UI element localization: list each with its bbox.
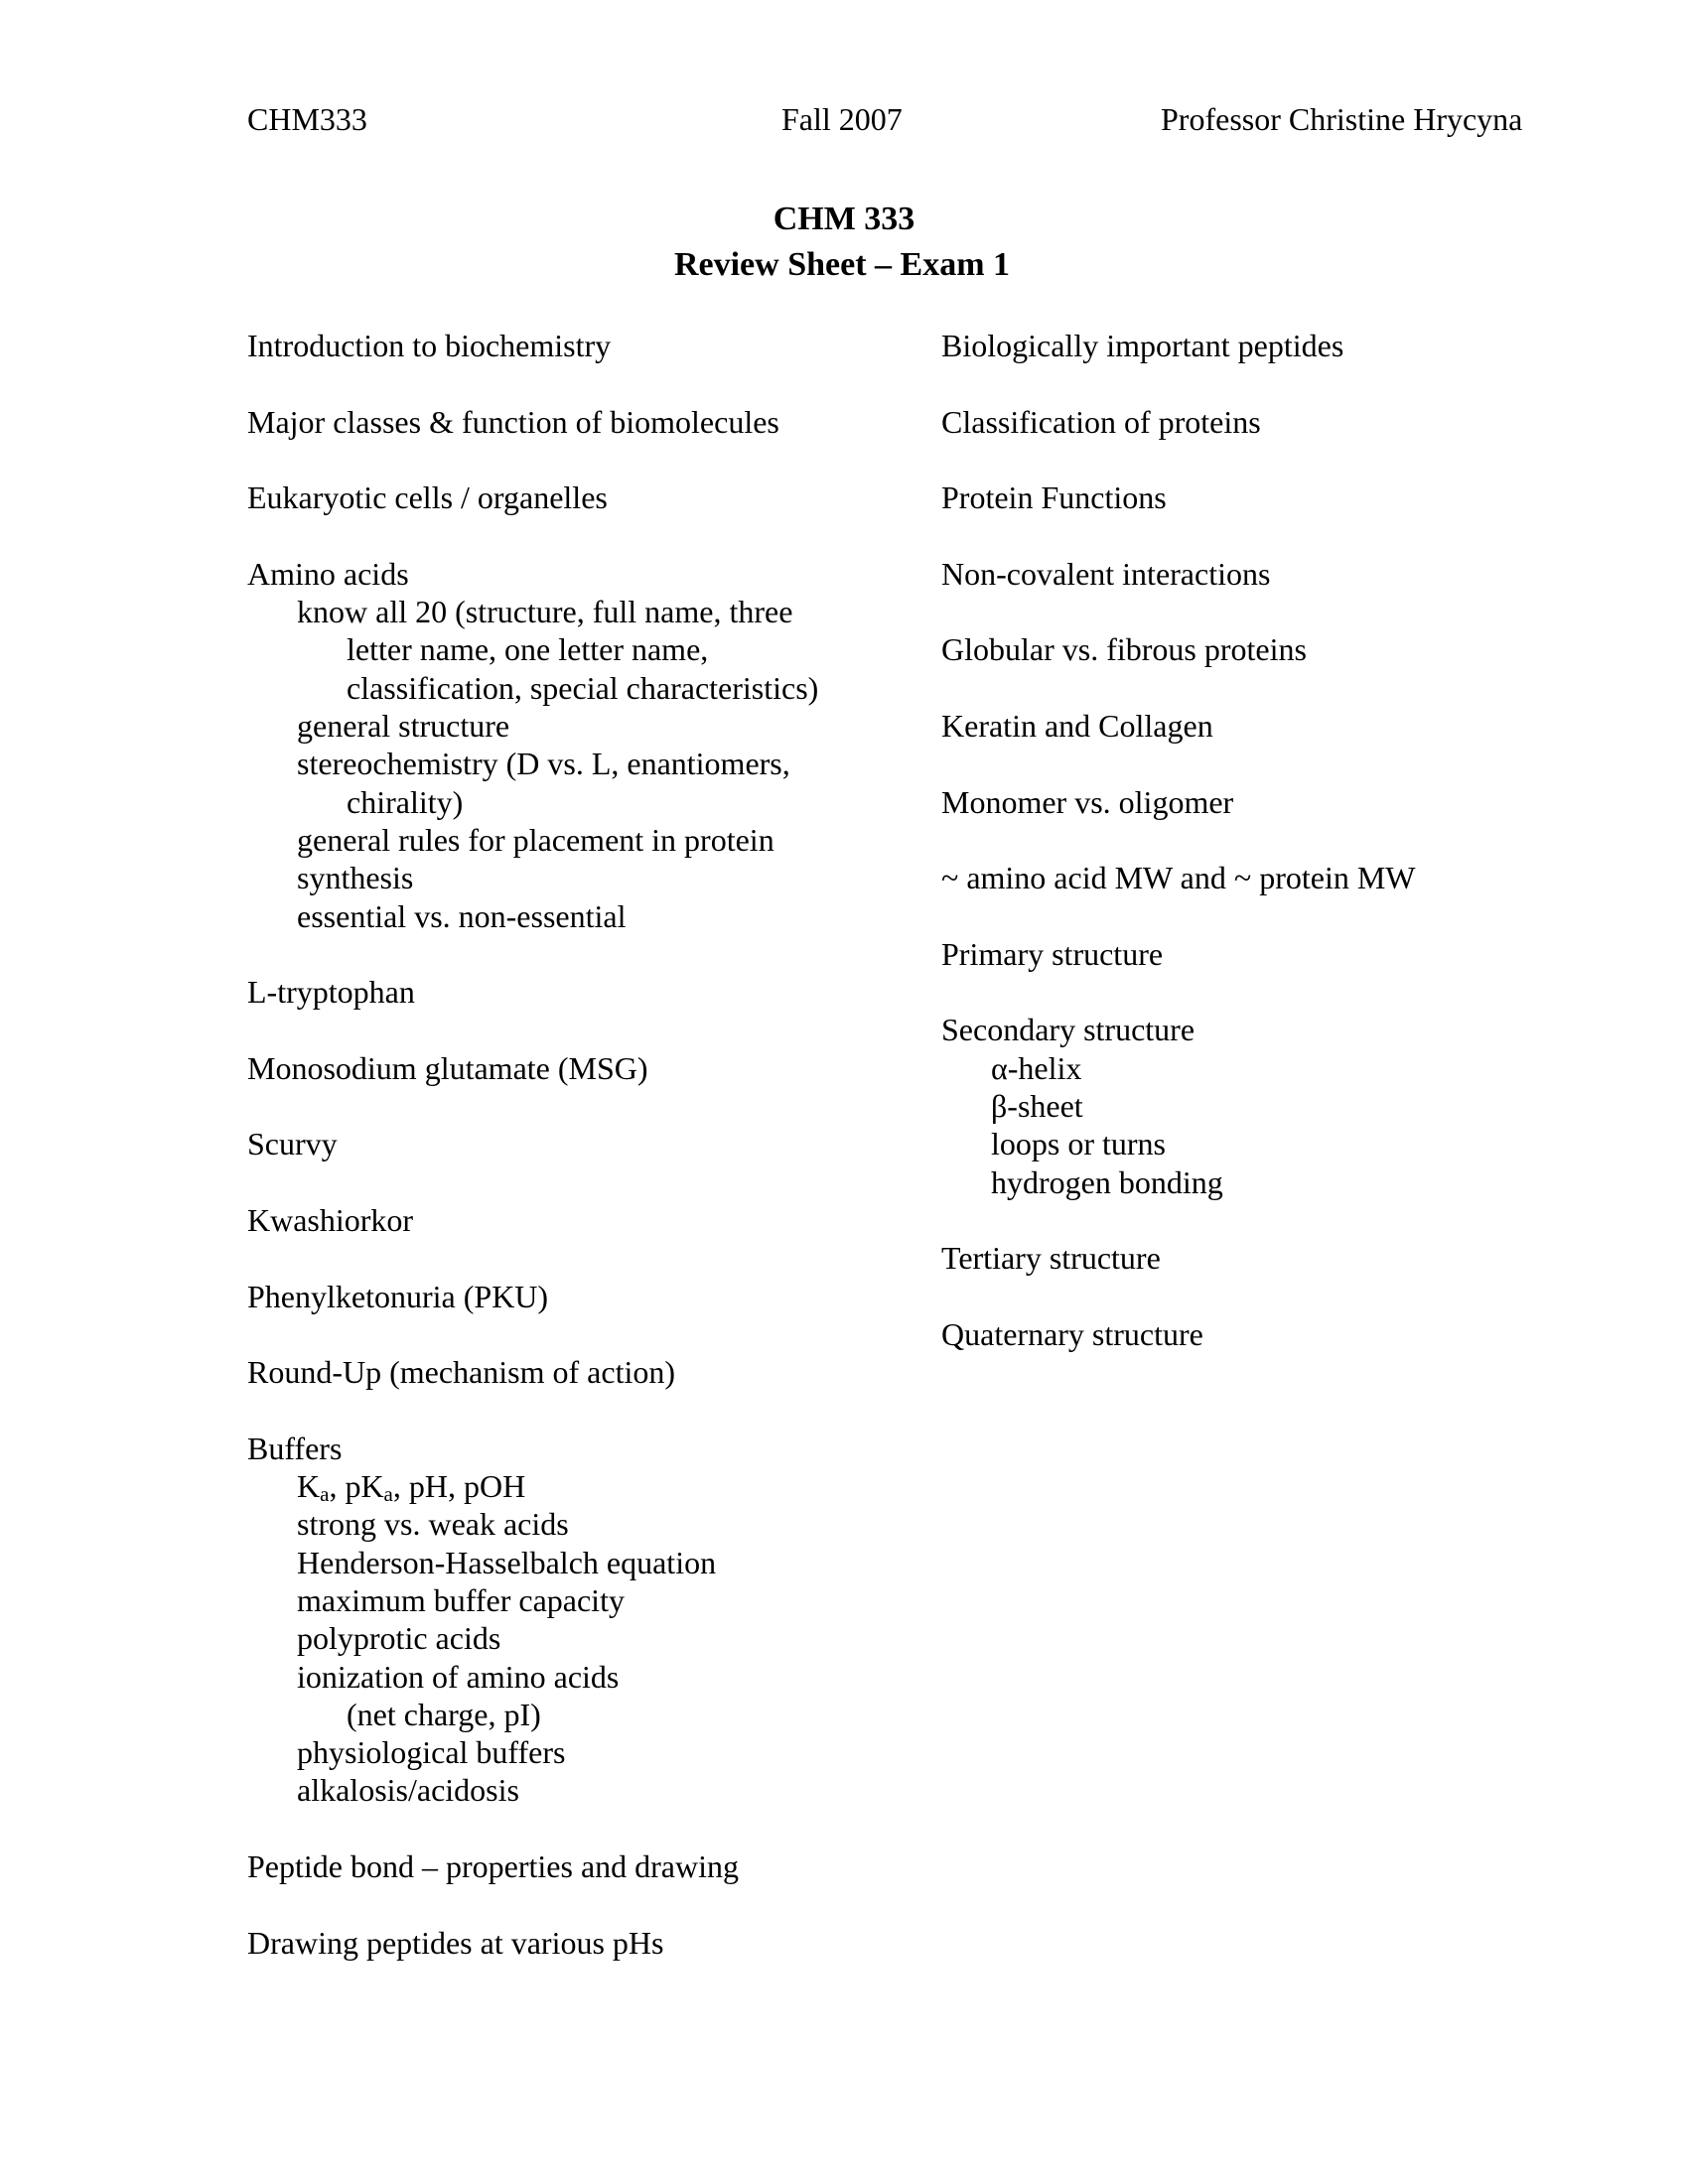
topic-heading: Non-covalent interactions bbox=[941, 555, 1271, 592]
topic-heading: Secondary structure bbox=[941, 1012, 1196, 1048]
topic-subitem: β-sheet bbox=[991, 1088, 1083, 1124]
topic-subitem: (net charge, pI) bbox=[347, 1696, 541, 1732]
topic-heading: Eukaryotic cells / organelles bbox=[247, 479, 608, 516]
subscript-text: a bbox=[320, 1482, 330, 1506]
topic-heading: Peptide bond – properties and drawing bbox=[247, 1848, 739, 1884]
topic-subitem: loops or turns bbox=[991, 1126, 1166, 1162]
topic-subitem: hydrogen bonding bbox=[991, 1163, 1223, 1200]
topic-subitem: ionization of amino acids bbox=[297, 1658, 620, 1695]
topic-heading: Monosodium glutamate (MSG) bbox=[247, 1049, 648, 1086]
header-term: Fall 2007 bbox=[781, 101, 903, 137]
text-segment: K bbox=[297, 1468, 321, 1504]
topic-subitem: chirality) bbox=[347, 783, 464, 820]
topic-subitem: know all 20 (structure, full name, three bbox=[297, 594, 793, 630]
topic-subitem: essential vs. non-essential bbox=[297, 897, 627, 934]
page-title bbox=[0, 200, 1688, 239]
topic-heading: Amino acids bbox=[247, 555, 409, 592]
topic-subitem bbox=[297, 1467, 525, 1505]
topic-heading: Phenylketonuria (PKU) bbox=[247, 1278, 549, 1314]
topic-subitem: polyprotic acids bbox=[297, 1620, 501, 1657]
topic-heading: ~ amino acid MW and ~ protein MW bbox=[941, 860, 1416, 896]
topic-subitem: synthesis bbox=[297, 860, 414, 896]
topic-subitem: Henderson-Hasselbalch equation bbox=[297, 1544, 717, 1580]
topic-heading: Kwashiorkor bbox=[247, 1201, 414, 1238]
header-course: CHM333 bbox=[247, 101, 367, 137]
topic-heading: Scurvy bbox=[247, 1126, 338, 1162]
topic-heading: Major classes & function of biomolecules bbox=[247, 403, 779, 440]
topic-heading: Monomer vs. oligomer bbox=[941, 783, 1234, 820]
topic-heading: Primary structure bbox=[941, 935, 1164, 972]
topic-heading: Quaternary structure bbox=[941, 1315, 1203, 1352]
subscript-text: a bbox=[383, 1482, 393, 1506]
topic-heading: Globular vs. fibrous proteins bbox=[941, 631, 1307, 668]
topic-subitem: general structure bbox=[297, 708, 510, 744]
topic-subitem: stereochemistry (D vs. L, enantiomers, bbox=[297, 746, 790, 782]
topic-heading: L-tryptophan bbox=[247, 974, 415, 1011]
topic-heading: Drawing peptides at various pHs bbox=[247, 1924, 664, 1961]
topic-heading: Introduction to biochemistry bbox=[247, 328, 612, 363]
topic-subitem: strong vs. weak acids bbox=[297, 1506, 569, 1543]
topic-heading: Buffers bbox=[247, 1430, 343, 1466]
topic-heading: Biologically important peptides bbox=[941, 328, 1344, 363]
topic-subitem: maximum buffer capacity bbox=[297, 1581, 625, 1618]
title-review-sheet: Review Sheet – Exam 1 bbox=[673, 246, 1011, 283]
title-course: CHM 333 bbox=[773, 201, 915, 237]
topic-subitem: alkalosis/acidosis bbox=[297, 1772, 519, 1809]
text-segment: , pK bbox=[329, 1468, 384, 1504]
topic-subitem: letter name, one letter name, bbox=[347, 631, 709, 668]
topic-subitem: α-helix bbox=[991, 1049, 1082, 1086]
topic-heading: Keratin and Collagen bbox=[941, 708, 1213, 744]
topic-heading: Classification of proteins bbox=[941, 403, 1261, 440]
topic-heading: Tertiary structure bbox=[941, 1240, 1161, 1277]
page-subtitle bbox=[0, 245, 1688, 285]
topic-heading: Protein Functions bbox=[941, 479, 1167, 516]
topic-heading: Round-Up (mechanism of action) bbox=[247, 1354, 675, 1391]
topic-subitem: physiological buffers bbox=[297, 1734, 566, 1771]
topic-subitem: general rules for placement in protein bbox=[297, 821, 774, 858]
text-segment: , pH, pOH bbox=[392, 1468, 526, 1504]
topic-subitem: classification, special characteristics) bbox=[347, 669, 819, 706]
header-instructor: Professor Christine Hrycyna bbox=[1161, 101, 1523, 137]
